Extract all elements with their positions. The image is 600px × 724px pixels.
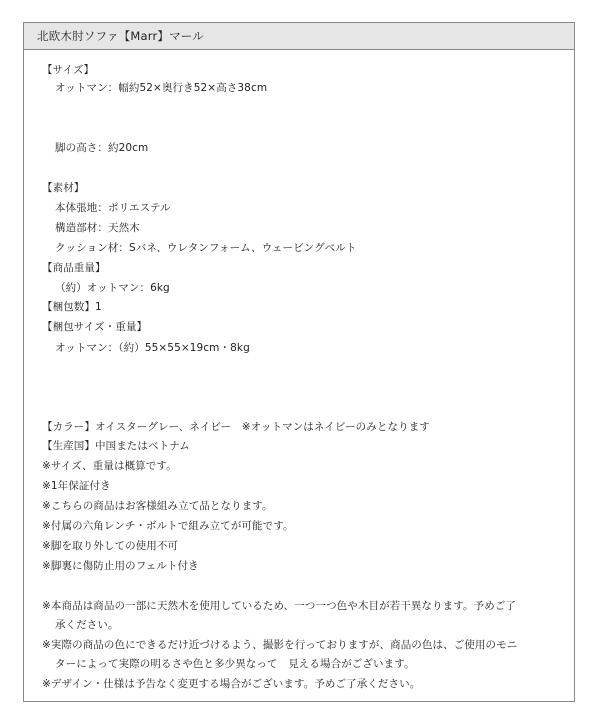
note-line: ※付属の六角レンチ・ボルトで組み立てが可能です。	[42, 520, 294, 532]
disclaimer-line: ターによって実際の明るさや色と多少異なって 見える場合がございます。	[55, 658, 415, 670]
spec-line: クッション材：Sバネ、ウレタンフォーム、ウェービングベルト	[55, 242, 357, 254]
product-spec-box	[23, 22, 575, 702]
disclaimer-line: ※実際の商品の色にできるだけ近づけるよう、撮影を行っておりますが、商品の色は、ご使用のモニ	[42, 639, 518, 651]
spec-line: （約）オットマン：6kg	[55, 282, 170, 294]
disclaimer-line: ※本商品は商品の一部に天然木を使用しているため、一つ一つ色や木目が若干異なります。予めご了	[42, 600, 517, 612]
spec-line: 本体張地：ポリエステル	[55, 202, 171, 214]
note-line: ※1年保証付き	[42, 480, 111, 492]
disclaimer-line: 承ください。	[55, 619, 119, 631]
section-package-size-heading: 【梱包サイズ・重量】	[42, 321, 148, 333]
section-material-heading: 【素材】	[42, 182, 85, 194]
product-title: 北欧木肘ソファ【Marr】マール	[24, 23, 574, 50]
package-count: 【梱包数】1	[42, 301, 102, 313]
note-line: ※サイズ、重量は概算です。	[42, 460, 177, 472]
section-weight-heading: 【商品重量】	[42, 262, 106, 274]
note-line: ※脚裏に傷防止用のフェルト付き	[42, 560, 199, 572]
disclaimer-line: ※デザイン・仕様は予告なく変更する場合がございます。予めご了承ください。	[42, 678, 421, 690]
spec-line: オットマン：（約）55×55×19cm・8kg	[55, 342, 250, 354]
color-line: 【カラー】オイスターグレー、ネイビー ※オットマンはネイビーのみとなります	[42, 421, 430, 433]
note-line: ※こちらの商品はお客様組み立て品となります。	[42, 500, 273, 512]
origin-line: 【生産国】中国またはベトナム	[42, 440, 190, 452]
spec-line: 構造部材：天然木	[55, 222, 140, 234]
spec-line: 脚の高さ：約20cm	[55, 142, 149, 154]
note-line: ※脚を取り外しての使用不可	[42, 540, 179, 552]
section-size-heading: 【サイズ】	[42, 64, 95, 76]
spec-line: オットマン：幅約52×奥行き52×高さ38cm	[55, 82, 268, 94]
